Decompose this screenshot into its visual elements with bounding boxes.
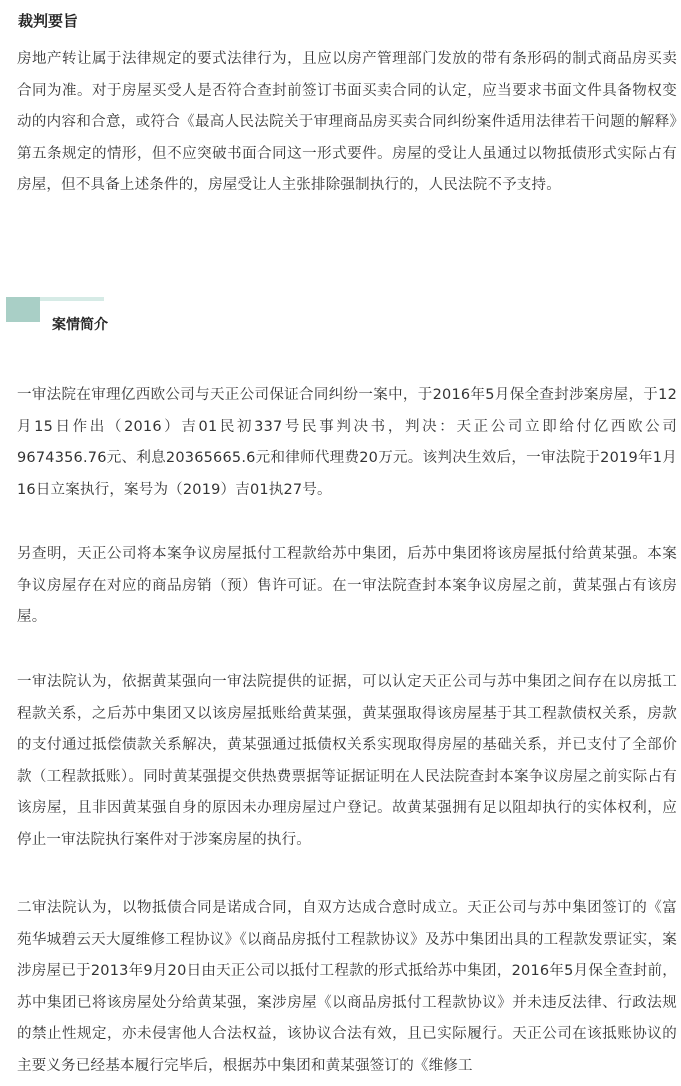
section-accent-bar [40,297,104,301]
judgment-summary-text: 房地产转让属于法律规定的要式法律行为，且应以房产管理部门发放的带有条形码的制式商品房买卖合同为准。对于房屋买受人是否符合查封前签订书面买卖合同的认定，应当要求书面文件具备物权变动的内容和合意，或符合《最高人民法院关于审理商品房买卖合同纠纷案件适用法律若干问题的解释》第五条规定的情形，但不应突破书面合同这一形式要件。房屋的受让人虽通过以物抵债形式实际占有房屋，但不具备上述条件的，房屋受让人主张排除强制执行的，人民法院不予支持。 [17,51,677,193]
case-summary-heading: 案情简介 [52,317,108,333]
case-paragraph-2: 另查明，天正公司将本案争议房屋抵付工程款给苏中集团，后苏中集团将该房屋抵付给黄某强。本案争议房屋存在对应的商品房销（预）售许可证。在一审法院查封本案争议房屋之前，黄某强占有该房屋。 [17,546,677,625]
case-paragraph-1: 一审法院在审理亿西欧公司与天正公司保证合同纠纷一案中，于2016年5月保全查封涉案房屋，于12月15日作出（2016）吉01民初337号民事判决书，判决：天正公司立即给付亿西欧公司9674356.76元、利息20365665.6元和律师代理费20万元。该判决生效后，一审法院于2019年1月16日立案执行，案号为（2019）吉01执27号。 [17,387,677,498]
case-paragraph-3: 一审法院认为，依据黄某强向一审法院提供的证据，可以认定天正公司与苏中集团之间存在以房抵工程款关系，之后苏中集团又以该房屋抵账给黄某强，黄某强取得该房屋基于其工程款债权关系，房款的支付通过抵偿债款关系解决，黄某强通过抵债权关系实现取得房屋的基础关系，并已支付了全部价款（工程款抵账）。同时黄某强提交供热费票据等证据证明在人民法院查封本案争议房屋之前实际占有该房屋，且非因黄某强自身的原因未办理房屋过户登记。故黄某强拥有足以阻却执行的实体权利，应停止一审法院执行案件对于涉案房屋的执行。 [17,674,677,848]
section-accent-block [6,297,40,322]
judgment-summary-heading: 裁判要旨 [18,12,79,30]
case-summary-header [6,297,116,337]
case-paragraph-4: 二审法院认为，以物抵债合同是诺成合同，自双方达成合意时成立。天正公司与苏中集团签订的《富苑华城碧云天大厦维修工程协议》《以商品房抵付工程款协议》及苏中集团出具的工程款发票证实，案涉房屋已于2013年9月20日由天正公司以抵付工程款的形式抵给苏中集团，2016年5月保全查封前，苏中集团已将该房屋处分给黄某强，案涉房屋《以商品房抵付工程款协议》并未违反法律、行政法规的禁止性规定，亦未侵害他人合法权益，该协议合法有效，且已实际履行。天正公司在该抵账协议的主要义务已经基本履行完毕后，根据苏中集团和黄某强签订的《维修工 [17,900,677,1074]
